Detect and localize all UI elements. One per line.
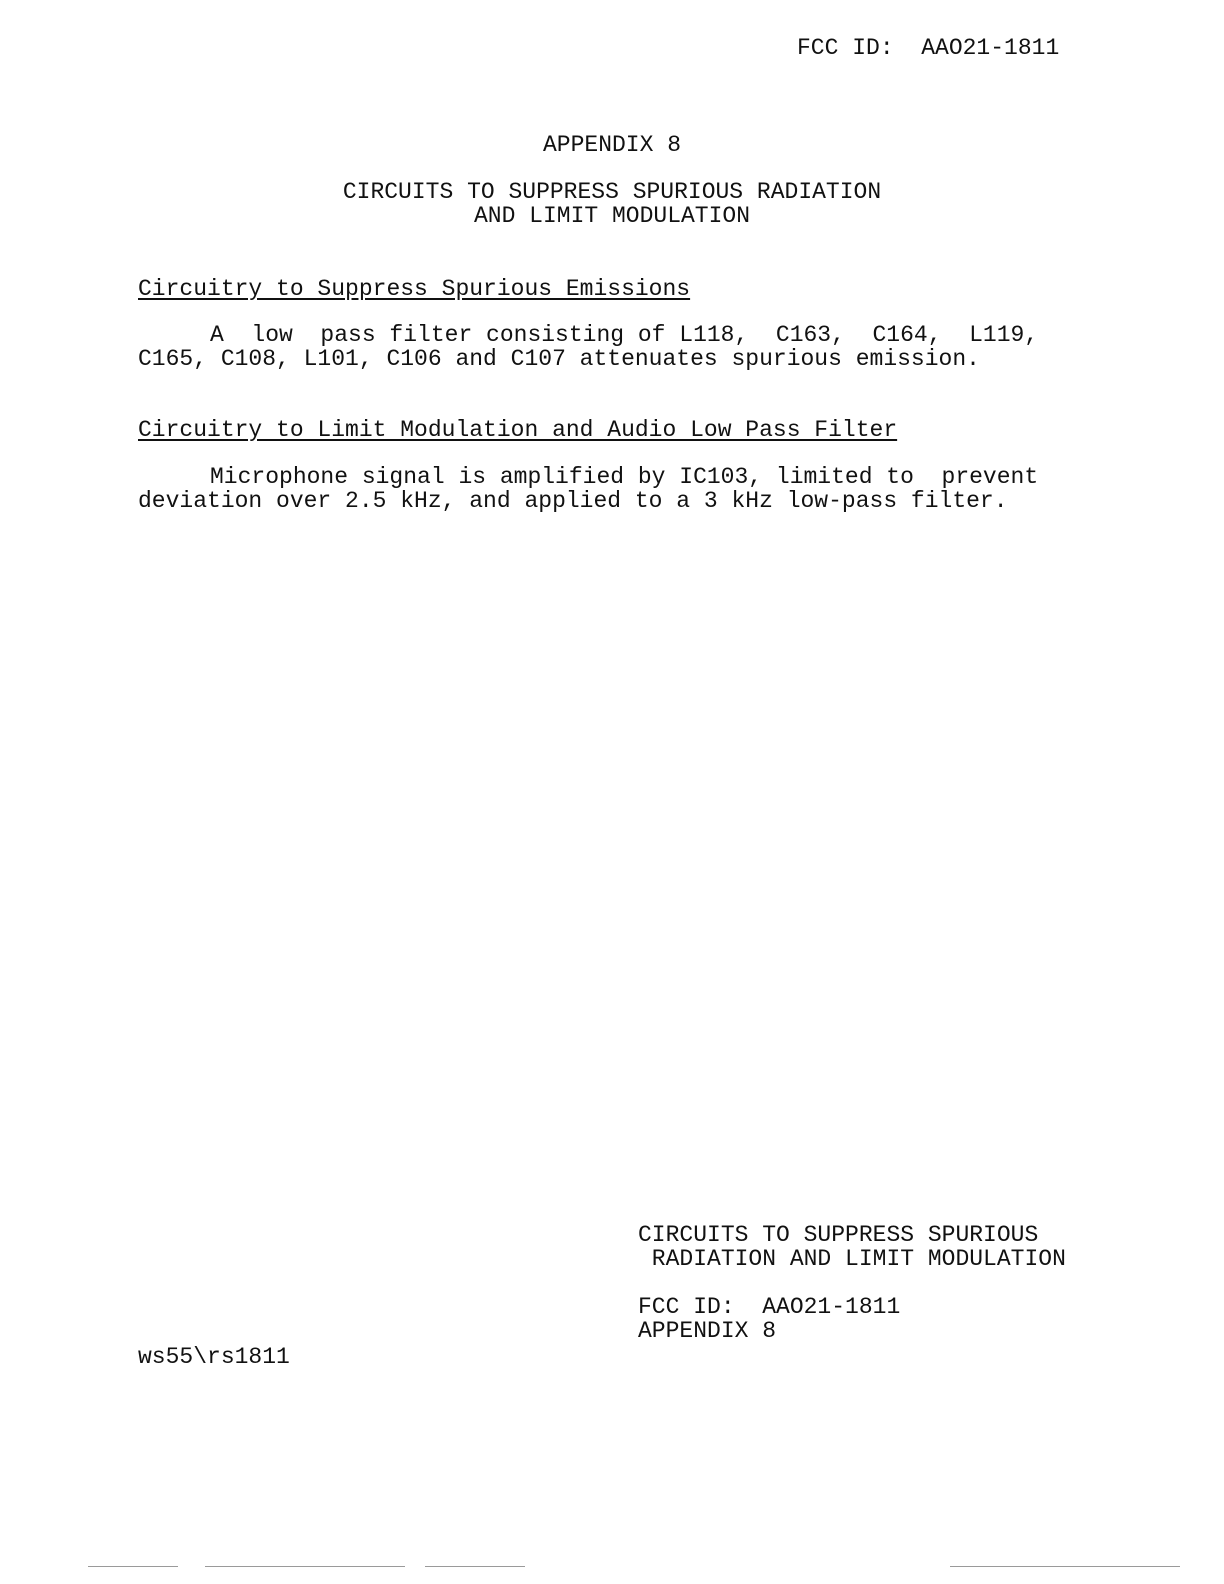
scan-artifact-line (425, 1566, 525, 1567)
footer-appendix: APPENDIX 8 (638, 1318, 777, 1344)
footer-caption-line-2: RADIATION AND LIMIT MODULATION (638, 1246, 1066, 1272)
section-body-spurious-emissions (138, 323, 1073, 371)
scan-artifact-line (205, 1566, 405, 1567)
section-heading-spurious-emissions: Circuitry to Suppress Spurious Emissions (138, 276, 691, 302)
footer-caption-line-1: CIRCUITS TO SUPPRESS SPURIOUS (638, 1222, 1039, 1248)
file-reference: ws55\rs1811 (138, 1344, 290, 1370)
document-title-line-1: CIRCUITS TO SUPPRESS SPURIOUS RADIATION (342, 179, 882, 205)
scan-artifact-line (88, 1566, 178, 1567)
scan-artifact-line (950, 1566, 1180, 1567)
body-line: A low pass filter consisting of L118, C163, C164, L119, (210, 322, 1039, 348)
footer-fcc-id: FCC ID: AAO21-1811 (638, 1294, 901, 1320)
body-line: C165, C108, L101, C106 and C107 attenuates spurious emission. (138, 346, 980, 372)
body-line: deviation over 2.5 kHz, and applied to a 3 kHz low-pass filter. (138, 488, 1008, 514)
document-title-line-2: AND LIMIT MODULATION (473, 203, 751, 229)
header-fcc-id: FCC ID: AAO21-1811 (797, 35, 1060, 61)
appendix-title: APPENDIX 8 (542, 132, 682, 158)
section-heading-limit-modulation: Circuitry to Limit Modulation and Audio Low Pass Filter (138, 417, 898, 443)
body-line: Microphone signal is amplified by IC103, limited to prevent (210, 464, 1039, 490)
section-body-limit-modulation (138, 465, 1073, 513)
